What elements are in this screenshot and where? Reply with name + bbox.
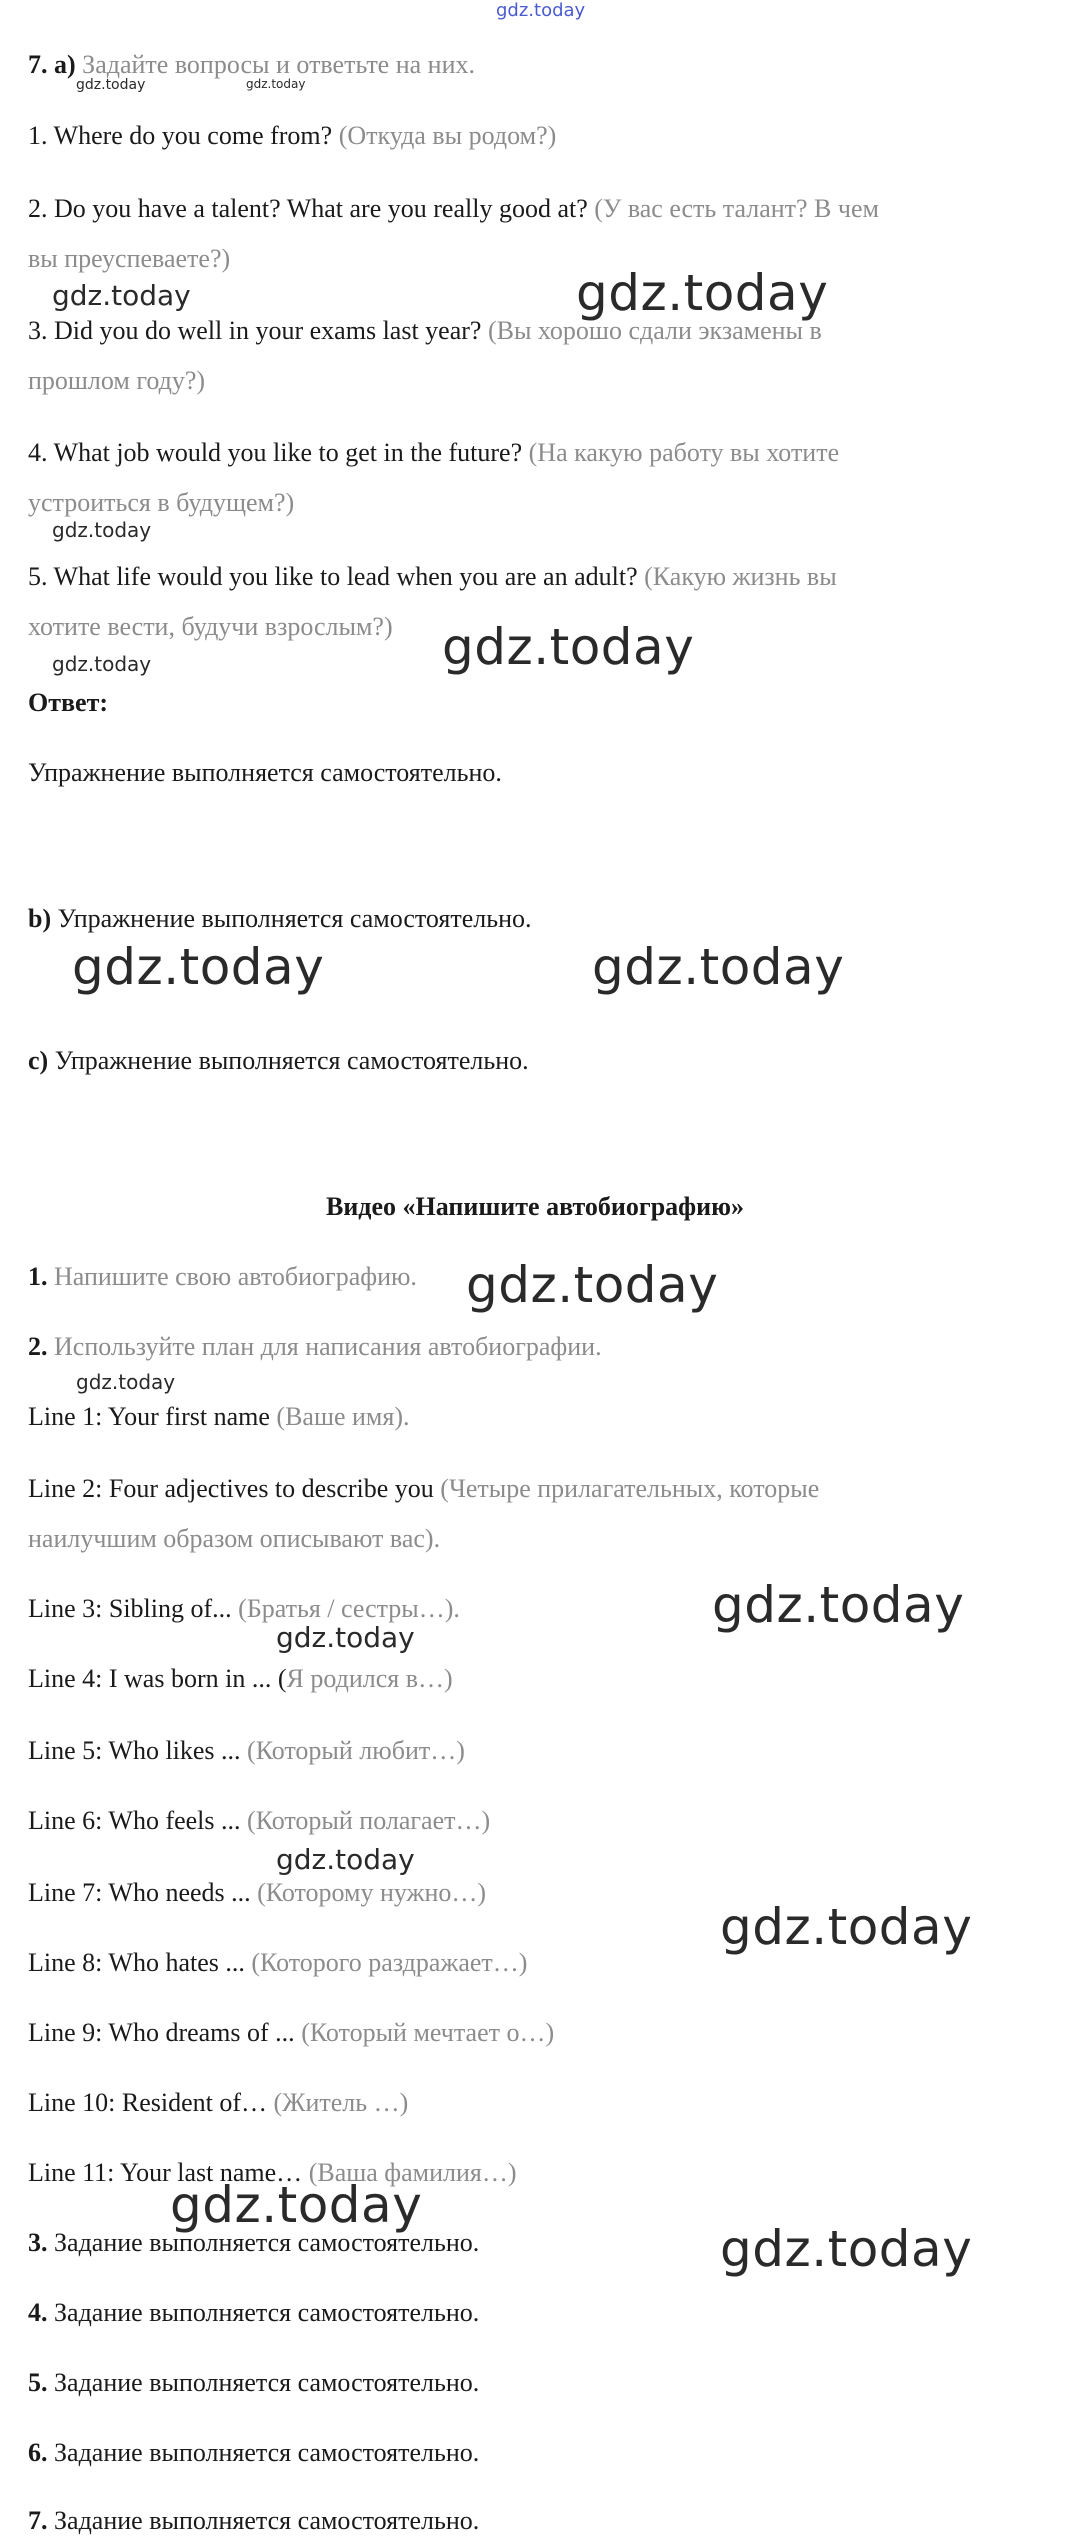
video-item-1 (28, 1260, 417, 1294)
watermark: gdz.today (52, 652, 152, 676)
watermark: gdz.today (52, 279, 191, 312)
plan-line-ru: (Ваше имя). (276, 1402, 410, 1431)
question-3 (28, 314, 822, 348)
watermark: gdz.today (592, 938, 845, 996)
plan-line-en: Line 10: Resident of… (28, 2088, 268, 2117)
question-en: 4. What job would you like to get in the future? (28, 438, 523, 467)
question-ru: (У вас есть талант? В чем (594, 194, 879, 223)
plan-line-en: Line 3: Sibling of... (28, 1594, 232, 1623)
watermark: gdz.today (170, 2176, 423, 2234)
answer-label: Ответ: (28, 688, 109, 717)
plan-line-4 (28, 1662, 453, 1696)
plan-line-ru: (Житель …) (273, 2088, 409, 2117)
plan-line-en: Line 8: Who hates ... (28, 1948, 245, 1977)
question-ru: (На какую работу вы хотите (528, 438, 840, 467)
question-5 (28, 560, 837, 594)
question-2 (28, 192, 879, 226)
plan-line-ru-continued: наилучшим образом описывают вас). (28, 1524, 441, 1553)
task-7 (28, 2504, 479, 2538)
exercise-number: 7. (28, 50, 48, 79)
task-number: 6. (28, 2438, 48, 2467)
watermark: gdz.today (72, 938, 325, 996)
watermark: gdz.today (720, 1898, 973, 1956)
plan-line-6 (28, 1804, 490, 1838)
question-1 (28, 119, 556, 153)
question-en: 1. Where do you come from? (28, 121, 333, 150)
question-ru-continued: вы преуспеваете?) (28, 244, 231, 273)
video-heading: Видео «Напишите автобиографию» (325, 1192, 744, 1221)
watermark: gdz.today (76, 1370, 176, 1394)
item-number: 1. (28, 1262, 48, 1291)
watermark: gdz.today (712, 1576, 965, 1634)
part-c-text: Упражнение выполняется самостоятельно. (54, 1046, 529, 1075)
plan-line-en: Line 9: Who dreams of ... (28, 2018, 295, 2047)
plan-line-ru: (Которого раздражает…) (251, 1948, 528, 1977)
task-text: Задание выполняется самостоятельно. (54, 2298, 480, 2327)
part-c-label: c) (28, 1046, 49, 1075)
question-ru-continued: прошлом году?) (28, 366, 206, 395)
item-text: Напишите свою автобиографию. (54, 1262, 417, 1291)
question-ru: (Вы хорошо сдали экзамены в (487, 316, 822, 345)
plan-line-ru: (Четыре прилагательных, которые (440, 1474, 820, 1503)
watermark: gdz.today (76, 77, 146, 93)
question-4 (28, 436, 839, 470)
plan-line-ru: (Которому нужно…) (257, 1878, 487, 1907)
task-text: Задание выполняется самостоятельно. (54, 2228, 480, 2257)
video-item-2 (28, 1330, 602, 1364)
plan-line-en: Line 1: Your first name (28, 1402, 270, 1431)
plan-line-en: Line 2: Four adjectives to describe you (28, 1474, 434, 1503)
part-a-label: а) (54, 50, 76, 79)
item-number: 2. (28, 1332, 48, 1361)
task-number: 5. (28, 2368, 48, 2397)
plan-line-7 (28, 1876, 486, 1910)
watermark: gdz.today (246, 77, 306, 91)
plan-line-en: Line 6: Who feels ... (28, 1806, 241, 1835)
task-text: Задание выполняется самостоятельно. (54, 2438, 480, 2467)
watermark: gdz.today (276, 1621, 415, 1654)
question-en: 2. Do you have a talent? What are you really good at? (28, 194, 588, 223)
plan-line-en: Line 11: Your last name… (28, 2158, 303, 2187)
question-en: 5. What life would you like to lead when you are an adult? (28, 562, 638, 591)
plan-line-8 (28, 1946, 527, 1980)
part-b-label: b) (28, 904, 52, 933)
watermark: gdz.today (576, 264, 829, 322)
plan-line-5 (28, 1734, 465, 1768)
watermark: gdz.today (52, 518, 152, 542)
part-c (28, 1044, 529, 1078)
answer-text: Упражнение выполняется самостоятельно. (28, 758, 502, 787)
exercise-task: Задайте вопросы и ответьте на них. (82, 50, 476, 79)
plan-line-en: Line 7: Who needs ... (28, 1878, 251, 1907)
task-text: Задание выполняется самостоятельно. (54, 2506, 480, 2535)
watermark: gdz.today (276, 1843, 415, 1876)
plan-line-en: Line 5: Who likes ... (28, 1736, 241, 1765)
question-ru-continued: хотите вести, будучи взрослым?) (28, 612, 393, 641)
question-ru-continued: устроиться в будущем?) (28, 488, 295, 517)
plan-line-ru: (Который любит…) (247, 1736, 465, 1765)
plan-line-10 (28, 2086, 408, 2120)
watermark: gdz.today (442, 618, 695, 676)
question-ru: (Какую жизнь вы (644, 562, 837, 591)
task-3 (28, 2226, 479, 2260)
plan-line-ru: (Братья / сестры…). (238, 1594, 460, 1623)
plan-line-ru: Я родился в…) (286, 1664, 453, 1693)
task-5 (28, 2366, 479, 2400)
part-b (28, 902, 532, 936)
plan-line-9 (28, 2016, 554, 2050)
plan-line-1 (28, 1400, 410, 1434)
task-number: 7. (28, 2506, 48, 2535)
question-ru: (Откуда вы родом?) (338, 121, 557, 150)
task-number: 3. (28, 2228, 48, 2257)
plan-line-ru: (Ваша фамилия…) (308, 2158, 517, 2187)
task-number: 4. (28, 2298, 48, 2327)
watermark: gdz.today (466, 1256, 719, 1314)
part-b-text: Упражнение выполняется самостоятельно. (57, 904, 532, 933)
plan-line-ru: (Который мечтает о…) (301, 2018, 555, 2047)
task-4 (28, 2296, 479, 2330)
plan-line-ru: (Который полагает…) (247, 1806, 491, 1835)
watermark: gdz.today (720, 2220, 973, 2278)
task-6 (28, 2436, 479, 2470)
watermark-top: gdz.today (496, 0, 586, 21)
plan-line-2 (28, 1472, 819, 1506)
question-en: 3. Did you do well in your exams last year? (28, 316, 482, 345)
item-text: Используйте план для написания автобиографии. (54, 1332, 602, 1361)
plan-line-en: Line 4: I was born in ... ( (28, 1664, 287, 1693)
task-text: Задание выполняется самостоятельно. (54, 2368, 480, 2397)
